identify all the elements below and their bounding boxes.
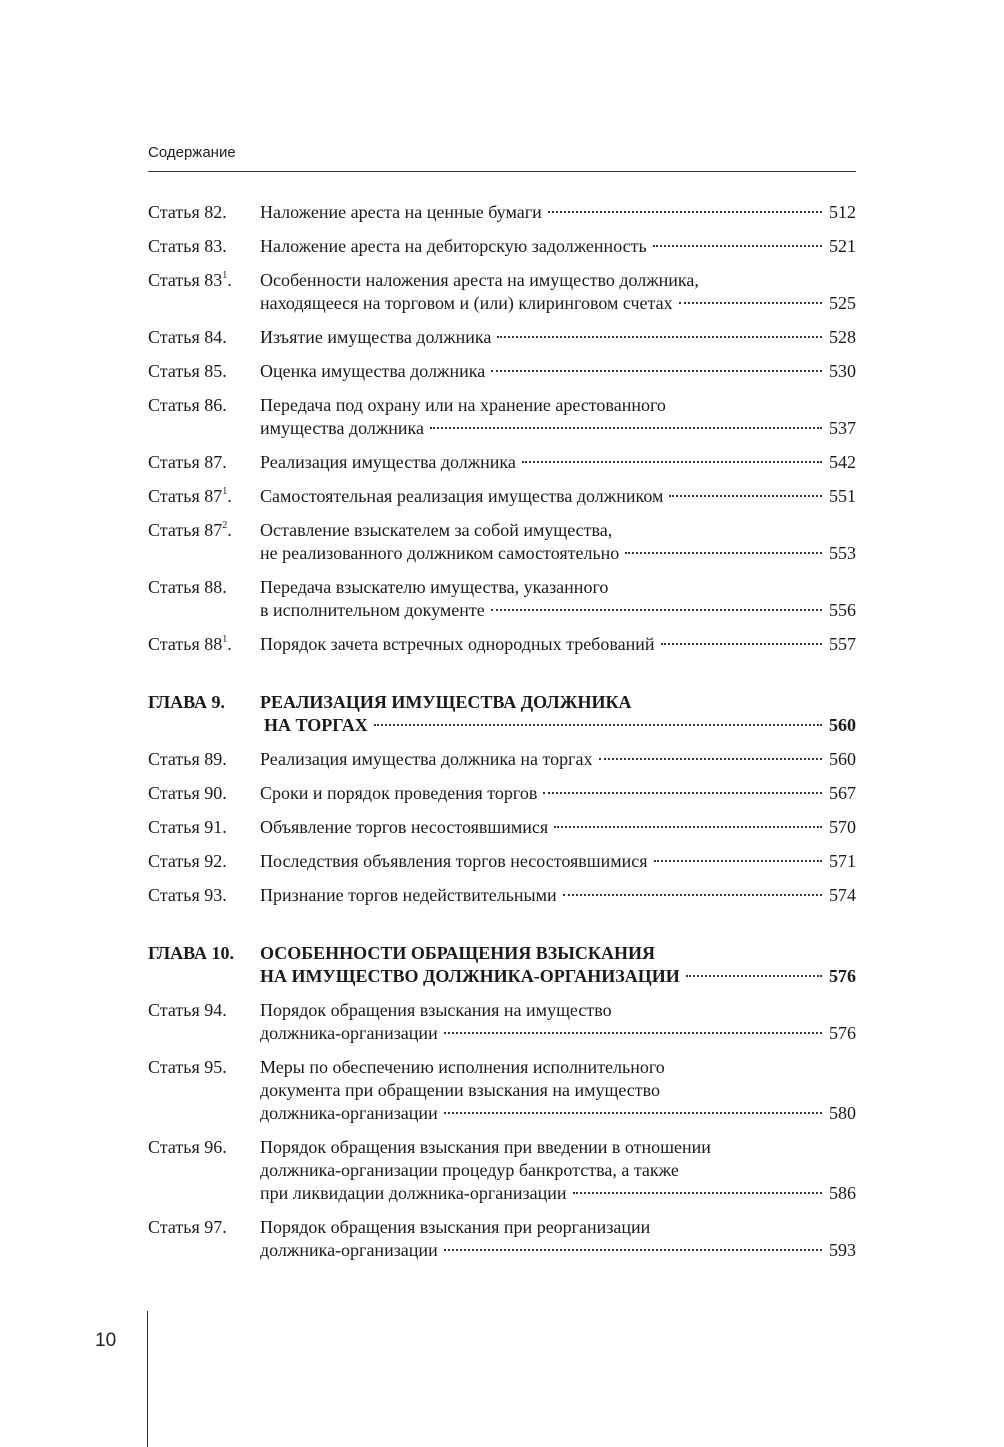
entry-label — [148, 1136, 260, 1159]
entry-title-line: НА ИМУЩЕСТВО ДОЛЖНИКА-ОРГАНИЗАЦИИ — [260, 966, 680, 986]
header-rule — [148, 171, 856, 172]
entry-title-line: Порядок зачета встречных однородных требований — [260, 634, 655, 654]
entry-label-text: Статья 87 — [148, 486, 223, 506]
entry-page-number: 512 — [829, 202, 856, 222]
entry-title-line: Порядок обращения взыскания при реорганизации — [260, 1217, 651, 1237]
dot-leader — [522, 461, 822, 463]
entry-label — [148, 816, 260, 839]
entry-label-text: Статья 93. — [148, 885, 227, 905]
entry-label — [148, 326, 260, 349]
dot-leader — [444, 1112, 822, 1114]
entry-label: Статья $83^1$. — [148, 270, 232, 290]
entry-title — [260, 884, 856, 907]
entry-title-line: Порядок обращения взыскания при введении в отношении — [260, 1137, 711, 1157]
entry-label — [148, 451, 260, 474]
toc-chapter[interactable] — [148, 691, 856, 737]
dot-leader — [548, 211, 822, 213]
entry-label — [148, 850, 260, 873]
dot-leader — [444, 1249, 822, 1251]
entry-label — [148, 782, 260, 805]
table-of-contents — [148, 201, 856, 1273]
entry-label-text: ГЛАВА 9. — [148, 692, 226, 712]
entry-page-number: 570 — [829, 817, 856, 837]
toc-entry[interactable] — [148, 884, 856, 907]
dot-leader — [543, 792, 822, 794]
entry-title — [260, 850, 856, 873]
dot-leader — [686, 975, 822, 977]
entry-title — [260, 360, 856, 383]
entry-title-line: документа при обращении взыскания на имущество — [260, 1080, 661, 1100]
dot-leader — [661, 643, 823, 645]
entry-page-number: 537 — [829, 418, 856, 438]
entry-label — [148, 1056, 260, 1079]
entry-page-number: 560 — [829, 715, 856, 735]
toc-entry[interactable] — [148, 201, 856, 224]
entry-title — [260, 235, 856, 258]
toc-entry[interactable] — [148, 1216, 856, 1262]
dot-leader — [625, 552, 822, 554]
entry-label-text: Статья 94. — [148, 1000, 227, 1020]
entry-label-text: Статья 87. — [148, 452, 227, 472]
entry-title — [260, 748, 856, 771]
toc-entry[interactable] — [148, 1136, 856, 1205]
entry-page-number: 542 — [829, 452, 856, 472]
entry-title — [260, 1216, 856, 1262]
toc-entry[interactable] — [148, 999, 856, 1045]
entry-label-text: Статья 88. — [148, 577, 227, 597]
entry-title-line: Реализация имущества должника — [260, 452, 516, 472]
entry-page-number: 556 — [829, 600, 856, 620]
dot-leader — [573, 1192, 822, 1194]
entry-label: Статья $87^1$. — [148, 486, 232, 506]
entry-title-line: Передача взыскателю имущества, указанного — [260, 577, 609, 597]
dot-leader — [430, 427, 822, 429]
entry-label-text: Статья 83. — [148, 236, 227, 256]
dot-leader — [491, 609, 822, 611]
entry-title-line: при ликвидации должника-организации — [260, 1183, 567, 1203]
entry-title-line: Последствия объявления торгов несостоявшимися — [260, 851, 648, 871]
entry-title-line: Меры по обеспечению исполнения исполнительного — [260, 1057, 665, 1077]
dot-leader — [444, 1032, 822, 1034]
entry-page-number: 593 — [829, 1240, 856, 1260]
toc-entry[interactable] — [148, 360, 856, 383]
toc-entry[interactable] — [148, 850, 856, 873]
entry-label — [148, 748, 260, 771]
entry-label-text: Статья 91. — [148, 817, 227, 837]
entry-page-number: 560 — [829, 749, 856, 769]
entry-title-line: Наложение ареста на ценные бумаги — [260, 202, 542, 222]
entry-title-line: Признание торгов недействительными — [260, 885, 557, 905]
entry-label — [148, 394, 260, 417]
dot-leader — [679, 302, 822, 304]
entry-title-line: Изъятие имущества должника — [260, 327, 492, 347]
entry-title-line: Особенности наложения ареста на имущество должника, — [260, 270, 699, 290]
dot-leader — [491, 370, 822, 372]
entry-label-text: Статья 86. — [148, 395, 227, 415]
entry-title — [260, 451, 856, 474]
entry-title-line: Порядок обращения взыскания на имущество — [260, 1000, 612, 1020]
entry-label: Статья $87^2$. — [148, 520, 232, 540]
toc-entry[interactable] — [148, 1056, 856, 1125]
entry-title-line: имущества должника — [260, 418, 424, 438]
entry-label-superscript: 1 — [222, 486, 228, 497]
toc-entry[interactable] — [148, 235, 856, 258]
entry-label — [148, 999, 260, 1022]
entry-title-line: Реализация имущества должника на торгах — [260, 749, 593, 769]
entry-label-superscript: 1 — [222, 634, 228, 645]
entry-page-number: 551 — [829, 486, 856, 506]
dot-leader — [653, 245, 822, 247]
entry-title — [260, 326, 856, 349]
toc-entry[interactable] — [148, 748, 856, 771]
entry-title-line: ОСОБЕННОСТИ ОБРАЩЕНИЯ ВЗЫСКАНИЯ — [260, 943, 655, 963]
entry-title-line: должника-организации — [260, 1103, 438, 1123]
entry-title-line: Самостоятельная реализация имущества должником — [260, 486, 664, 506]
folio-rule — [147, 1311, 148, 1447]
entry-label-text: Статья 82. — [148, 202, 227, 222]
entry-label — [148, 576, 260, 599]
entry-label-text: Статья 88 — [148, 634, 223, 654]
toc-entry[interactable] — [148, 519, 856, 565]
toc-entry[interactable] — [148, 269, 856, 315]
entry-title — [260, 1136, 856, 1205]
entry-label-text: Статья 89. — [148, 749, 227, 769]
entry-title — [260, 999, 856, 1045]
entry-title — [260, 942, 856, 988]
entry-title-line: в исполнительном документе — [260, 600, 485, 620]
entry-title — [260, 633, 856, 656]
entry-page-number: 571 — [829, 851, 856, 871]
entry-label — [148, 884, 260, 907]
entry-label-text: Статья 85. — [148, 361, 227, 381]
dot-leader — [654, 860, 822, 862]
entry-title — [260, 269, 856, 315]
entry-title-line: НА ТОРГАХ — [264, 715, 368, 735]
entry-label-text: Статья 90. — [148, 783, 227, 803]
toc-entry[interactable] — [148, 451, 856, 474]
entry-page-number: 521 — [829, 236, 856, 256]
entry-label — [148, 360, 260, 383]
dot-leader — [563, 894, 822, 896]
entry-title — [260, 782, 856, 805]
toc-entry[interactable] — [148, 326, 856, 349]
dot-leader — [554, 826, 822, 828]
running-header: Содержание — [148, 144, 236, 161]
entry-title — [260, 691, 856, 737]
entry-title-line: должника-организации — [260, 1023, 438, 1043]
entry-title-line: должника-организации процедур банкротства, а также — [260, 1160, 679, 1180]
entry-title-line: Сроки и порядок проведения торгов — [260, 783, 538, 803]
entry-page-number: 528 — [829, 327, 856, 347]
entry-label-superscript: 1 — [222, 270, 228, 281]
toc-entry[interactable] — [148, 576, 856, 622]
entry-title — [260, 1056, 856, 1125]
entry-page-number: 576 — [829, 966, 856, 986]
dot-leader — [669, 495, 822, 497]
entry-title-line: Наложение ареста на дебиторскую задолженность — [260, 236, 647, 256]
toc-entry[interactable] — [148, 782, 856, 805]
entry-label — [148, 1216, 260, 1239]
entry-label — [148, 942, 260, 965]
entry-label — [148, 201, 260, 224]
toc-entry[interactable] — [148, 485, 856, 508]
entry-title — [260, 576, 856, 622]
entry-title-line: РЕАЛИЗАЦИЯ ИМУЩЕСТВА ДОЛЖНИКА — [260, 692, 632, 712]
entry-label-text: Статья 97. — [148, 1217, 227, 1237]
dot-leader — [374, 724, 822, 726]
entry-title — [260, 201, 856, 224]
entry-page-number: 580 — [829, 1103, 856, 1123]
entry-title — [260, 519, 856, 565]
entry-label-text: Статья 87 — [148, 520, 223, 540]
entry-title-line: Оставление взыскателем за собой имущества, — [260, 520, 613, 540]
entry-title — [260, 816, 856, 839]
entry-label — [148, 691, 260, 714]
entry-page-number: 530 — [829, 361, 856, 381]
entry-page-number: 586 — [829, 1183, 856, 1203]
entry-title-line: не реализованного должником самостоятельно — [260, 543, 620, 563]
entry-title-line: должника-организации — [260, 1240, 438, 1260]
toc-entry[interactable] — [148, 633, 856, 656]
page-number: 10 — [95, 1330, 117, 1351]
entry-title — [260, 485, 856, 508]
entry-page-number: 574 — [829, 885, 856, 905]
entry-page-number: 567 — [829, 783, 856, 803]
toc-entry[interactable] — [148, 816, 856, 839]
entry-label-text: Статья 83 — [148, 270, 223, 290]
entry-label-text: Статья 95. — [148, 1057, 227, 1077]
entry-page-number: 557 — [829, 634, 856, 654]
entry-page-number: 576 — [829, 1023, 856, 1043]
entry-title — [260, 394, 856, 440]
dot-leader — [599, 758, 822, 760]
entry-label-text: ГЛАВА 10. — [148, 943, 235, 963]
entry-title-line: Передача под охрану или на хранение арестованного — [260, 395, 666, 415]
entry-title-line: находящееся на торговом и (или) клиринговом счетах — [260, 293, 673, 313]
entry-label: Статья $88^1$. — [148, 634, 232, 654]
entry-title-line: Оценка имущества должника — [260, 361, 486, 381]
entry-label — [148, 235, 260, 258]
entry-page-number: 525 — [829, 293, 856, 313]
toc-chapter[interactable] — [148, 942, 856, 988]
entry-page-number: 553 — [829, 543, 856, 563]
dot-leader — [497, 336, 822, 338]
entry-label-text: Статья 92. — [148, 851, 227, 871]
entry-title-line: Объявление торгов несостоявшимися — [260, 817, 549, 837]
toc-entry[interactable] — [148, 394, 856, 440]
entry-label-superscript: 2 — [222, 520, 228, 531]
entry-label-text: Статья 84. — [148, 327, 227, 347]
entry-label-text: Статья 96. — [148, 1137, 227, 1157]
